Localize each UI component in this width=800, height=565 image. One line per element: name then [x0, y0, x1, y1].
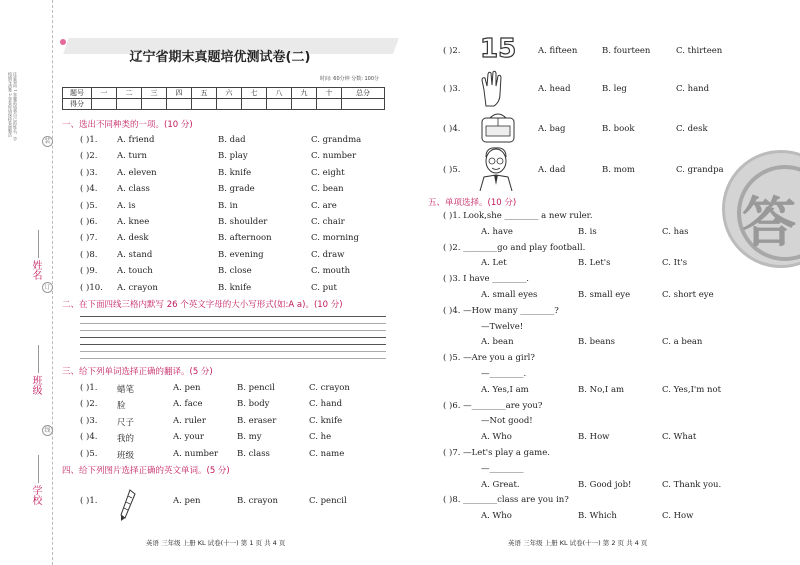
option-b[interactable]: B. play	[218, 151, 248, 162]
option-b[interactable]: B. grade	[218, 184, 255, 195]
option-a[interactable]: A. bean	[481, 337, 514, 348]
bag-icon	[476, 110, 520, 146]
option-a[interactable]: A. eleven	[117, 167, 157, 178]
score-cell: 得分	[63, 99, 92, 110]
question-number: ( )6.	[80, 217, 98, 227]
binding-hole: 装	[42, 136, 53, 147]
question-number: ( )7.	[80, 233, 98, 244]
option-b[interactable]: B. afternoon	[218, 233, 272, 244]
dialog-line: —________	[481, 463, 524, 474]
option-a[interactable]: A. small eyes	[481, 290, 538, 300]
score-cell: 八	[267, 88, 292, 99]
option-b[interactable]: B. crayon	[237, 496, 278, 506]
option-b[interactable]: B. eraser	[237, 415, 277, 426]
option-c[interactable]: C. How	[662, 511, 694, 522]
question-number: ( )3.	[80, 167, 98, 178]
writing-line	[80, 330, 386, 331]
question-number: ( )4.	[80, 184, 98, 195]
question-number: ( )3.	[80, 415, 98, 426]
option-c[interactable]: C. Thank you.	[662, 479, 722, 490]
score-cell: 九	[292, 88, 317, 99]
score-input[interactable]	[92, 99, 117, 110]
option-b[interactable]: B. body	[237, 399, 270, 410]
page-title: 辽宁省期末真题培优测试卷(二)	[129, 50, 311, 65]
option-b[interactable]: B. leg	[602, 84, 627, 94]
question-number: ( )3.	[443, 84, 461, 94]
question-number: ( )5.	[80, 448, 98, 459]
question-number: ( )4.	[80, 432, 98, 443]
option-b[interactable]: B. beans	[578, 337, 616, 348]
option-a[interactable]: A. class	[117, 184, 150, 195]
writing-line	[80, 316, 386, 317]
question-stem: ( )6. —________are you?	[443, 400, 543, 411]
option-c[interactable]: C. Yes,I'm not	[662, 384, 722, 395]
seal-stamp-char: 答	[742, 191, 796, 254]
option-a[interactable]: A. friend	[117, 135, 155, 145]
crayon-icon	[118, 488, 138, 522]
option-b[interactable]: B. How	[578, 432, 610, 443]
score-table	[62, 87, 385, 110]
writing-line	[80, 351, 386, 352]
option-c[interactable]: C. short eye	[662, 290, 714, 300]
option-b[interactable]: B. Let's	[578, 258, 611, 269]
score-input[interactable]	[192, 99, 217, 110]
option-b[interactable]: B. my	[237, 432, 262, 443]
option-c[interactable]: C. name	[309, 448, 345, 459]
score-input[interactable]	[167, 99, 192, 110]
number-15-picture: 15	[480, 34, 517, 64]
question-number: ( )1.	[80, 496, 98, 506]
option-a[interactable]: A. Let	[481, 258, 507, 269]
option-c[interactable]: C. What	[662, 432, 697, 443]
question-number: ( )8.	[80, 249, 98, 260]
score-input[interactable]	[117, 99, 142, 110]
score-input[interactable]	[342, 99, 385, 110]
question-stem: ( )8. ________class are you in?	[443, 495, 569, 506]
question-number: ( )1.	[80, 135, 98, 145]
option-c[interactable]: C. draw	[311, 249, 345, 260]
question-number: ( )1.	[80, 383, 98, 393]
option-a[interactable]: A. number	[173, 448, 219, 459]
option-b[interactable]: B. knife	[218, 282, 252, 293]
option-a[interactable]: A. fifteen	[538, 46, 578, 56]
section-4-title: 四、给下列图片选择正确的英文单词。(5 分)	[62, 466, 230, 476]
score-cell: 四	[167, 88, 192, 99]
option-c[interactable]: C. he	[309, 432, 332, 443]
binding-hole: 订	[42, 282, 53, 293]
option-a[interactable]: A. dad	[538, 165, 566, 175]
score-cell: 题号	[63, 88, 92, 99]
option-a[interactable]: A. is	[117, 200, 136, 211]
option-c[interactable]: C. has	[662, 226, 689, 237]
option-b[interactable]: B. is	[578, 226, 597, 237]
class-line	[38, 345, 39, 373]
chinese-word: 蜡笔	[117, 385, 135, 395]
question-stem: ( )1. Look,she ________ a new ruler.	[443, 211, 593, 221]
score-cell: 三	[142, 88, 167, 99]
option-c[interactable]: C. hand	[309, 399, 343, 410]
option-c[interactable]: C. hand	[676, 84, 710, 94]
option-b[interactable]: B. mom	[602, 165, 635, 175]
score-input[interactable]	[217, 99, 242, 110]
class-label: 班级	[30, 375, 41, 395]
dialog-line: —________.	[481, 369, 527, 379]
option-a[interactable]: A. head	[538, 84, 571, 94]
section-2-title: 二、在下面四线三格内默写 26 个英文字母的大小写形式(如:A a)。(10 分)	[62, 300, 343, 310]
logo-icon	[60, 39, 66, 45]
question-stem: ( )5. —Are you a girl?	[443, 353, 535, 364]
school-label: 学校	[30, 485, 41, 505]
section-1-title: 一、选出不同种类的一项。(10 分)	[62, 120, 193, 130]
option-a[interactable]: A. bag	[538, 124, 566, 134]
chinese-word: 尺子	[117, 417, 135, 428]
option-c[interactable]: C. a bean	[662, 337, 703, 348]
option-b[interactable]: B. No,I am	[578, 384, 625, 395]
option-a[interactable]: A. ruler	[173, 415, 206, 426]
option-c[interactable]: C. bean	[311, 184, 344, 195]
score-cell: 六	[217, 88, 242, 99]
option-c[interactable]: C. put	[311, 282, 337, 293]
section-5-title: 五、单项选择。(10 分)	[428, 198, 517, 208]
writing-line	[80, 323, 386, 324]
question-number: ( )9.	[80, 266, 98, 277]
option-c[interactable]: C. grandma	[311, 135, 362, 145]
option-a[interactable]: A. your	[173, 432, 204, 443]
option-c[interactable]: C. desk	[676, 124, 708, 134]
option-c[interactable]: C. number	[311, 151, 357, 162]
option-a[interactable]: A. pen	[173, 496, 201, 506]
option-c[interactable]: C. It's	[662, 258, 688, 269]
option-a[interactable]: A. Who	[481, 432, 512, 443]
score-input[interactable]	[142, 99, 167, 110]
option-c[interactable]: C. eight	[311, 167, 345, 178]
option-a[interactable]: A. Who	[481, 511, 512, 522]
option-a[interactable]: A. pen	[173, 383, 201, 393]
name-line	[38, 230, 39, 258]
score-input[interactable]	[292, 99, 317, 110]
option-b[interactable]: B. pencil	[237, 383, 275, 393]
option-a[interactable]: A. stand	[117, 249, 153, 260]
option-c[interactable]: C. knife	[309, 415, 343, 426]
writing-line	[80, 344, 386, 345]
score-cell: 五	[192, 88, 217, 99]
option-a[interactable]: A. Great.	[481, 479, 520, 490]
section-3-title: 三、给下列单词选择正确的翻译。(5 分)	[62, 367, 213, 377]
chinese-word: 班级	[117, 450, 135, 461]
option-c[interactable]: C. grandpa	[676, 165, 724, 175]
score-cell: 七	[242, 88, 267, 99]
option-a[interactable]: A. Yes,I am	[481, 384, 529, 395]
score-cell: 十	[317, 88, 342, 99]
grandpa-icon	[476, 145, 516, 191]
score-input[interactable]	[242, 99, 267, 110]
option-b[interactable]: B. small eye	[578, 290, 631, 300]
binding-hole: 线	[42, 425, 53, 436]
binding-sidebar	[0, 0, 53, 565]
option-a[interactable]: A. knee	[117, 217, 150, 227]
option-b[interactable]: B. close	[218, 266, 252, 277]
score-cell: 二	[117, 88, 142, 99]
writing-line	[80, 337, 386, 338]
option-b[interactable]: B. Good job!	[578, 479, 632, 490]
question-stem: ( )2. ________go and play football.	[443, 242, 586, 253]
option-c[interactable]: C. thirteen	[676, 46, 723, 56]
option-a[interactable]: A. have	[481, 226, 513, 237]
question-number: ( )4.	[443, 124, 461, 134]
school-line	[38, 455, 39, 483]
option-b[interactable]: B. fourteen	[602, 46, 651, 56]
option-b[interactable]: B. dad	[218, 135, 246, 145]
question-number: ( )5.	[443, 165, 461, 175]
name-label: 姓名	[30, 260, 41, 280]
option-b[interactable]: B. in	[218, 200, 238, 211]
option-a[interactable]: A. crayon	[117, 282, 158, 293]
footer-left: 英语 三年级 上册 KL 试卷(十一) 第 1 页 共 4 页	[146, 539, 286, 547]
option-c[interactable]: C. are	[311, 200, 337, 211]
option-c[interactable]: C. morning	[311, 233, 359, 244]
question-stem: ( )3. I have ________.	[443, 274, 529, 285]
chinese-word: 我的	[117, 434, 135, 445]
dialog-line: —Twelve!	[481, 321, 524, 332]
option-b[interactable]: B. book	[602, 124, 635, 134]
question-number: ( )2.	[443, 46, 461, 56]
option-c[interactable]: C. pencil	[309, 496, 347, 506]
hand-icon	[478, 68, 506, 108]
question-number: ( )2.	[80, 399, 98, 410]
sidebar-notes: 注意事项 1.答题前请将自己的姓名、学校填写清楚 2.答卷时请保持卷面整洁	[8, 72, 18, 142]
footer-right: 英语 三年级 上册 KL 试卷(十一) 第 2 页 共 4 页	[508, 539, 648, 547]
option-a[interactable]: A. face	[173, 399, 203, 410]
question-number: ( )10.	[80, 282, 103, 293]
option-a[interactable]: A. touch	[117, 266, 153, 277]
option-c[interactable]: C. mouth	[311, 266, 351, 277]
option-a[interactable]: A. turn	[117, 151, 147, 162]
time-score: 时间: 60分钟 分数: 100分	[320, 76, 380, 82]
dialog-line: —Not good!	[481, 416, 533, 427]
score-cell: 一	[92, 88, 117, 99]
option-b[interactable]: B. Which	[578, 511, 617, 522]
option-a[interactable]: A. desk	[117, 233, 149, 244]
question-stem: ( )4. —How many ________?	[443, 305, 559, 316]
question-stem: ( )7. —Let's play a game.	[443, 448, 550, 458]
writing-line	[80, 358, 386, 359]
option-b[interactable]: B. class	[237, 448, 270, 459]
chinese-word: 脸	[117, 401, 126, 412]
option-c[interactable]: C. chair	[311, 217, 345, 227]
option-b[interactable]: B. shoulder	[218, 217, 268, 227]
option-b[interactable]: B. knife	[218, 167, 252, 178]
question-number: ( )5.	[80, 200, 98, 211]
score-cell: 总分	[342, 88, 385, 99]
score-input[interactable]	[267, 99, 292, 110]
score-input[interactable]	[317, 99, 342, 110]
question-number: ( )2.	[80, 151, 98, 162]
option-c[interactable]: C. crayon	[309, 383, 350, 393]
option-b[interactable]: B. evening	[218, 249, 264, 260]
